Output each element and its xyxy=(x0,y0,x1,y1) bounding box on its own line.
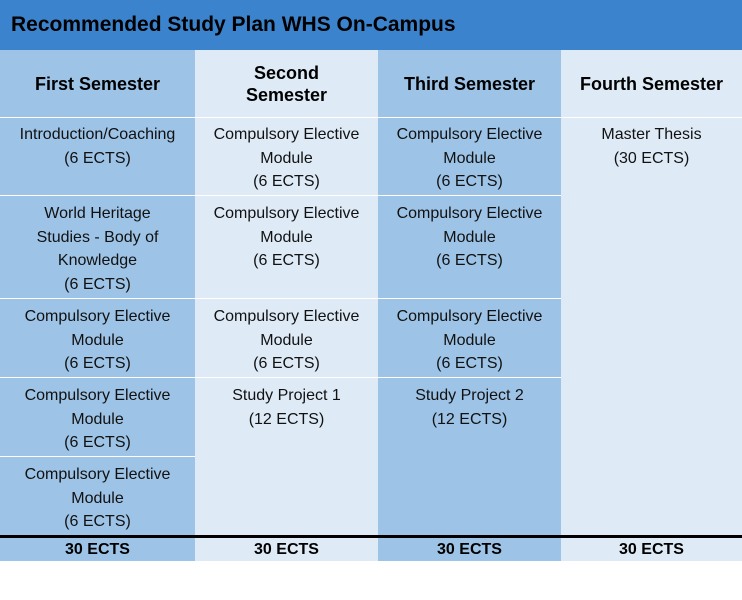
module-name: Study Project 2 xyxy=(415,387,524,404)
module-credits: (12 ECTS) xyxy=(248,410,325,428)
module-credits: (6 ECTS) xyxy=(64,513,131,530)
module-name: Module xyxy=(443,228,496,246)
module-cell xyxy=(195,378,378,536)
module-name: Module xyxy=(71,331,124,349)
module-name: Studies - Body of xyxy=(36,228,159,246)
module-name: Compulsory Elective xyxy=(24,466,171,483)
module-name: Compulsory Elective xyxy=(396,308,543,325)
total-first-semester: 30 ECTS xyxy=(0,538,195,561)
module-credits: (6 ECTS) xyxy=(436,252,503,269)
module-name: Compulsory Elective xyxy=(396,205,543,222)
module-credits: (6 ECTS) xyxy=(64,355,131,372)
module-credits: (6 ECTS) xyxy=(253,252,320,269)
total-third-semester: 30 ECTS xyxy=(378,538,561,561)
module-name: Module xyxy=(443,149,496,167)
total-fourth-semester: 30 ECTS xyxy=(561,538,742,561)
module-name: Module xyxy=(443,331,496,349)
module-name: Compulsory Elective xyxy=(213,205,360,222)
module-cell xyxy=(378,299,561,378)
module-name: Module xyxy=(260,331,313,349)
heading-line: First Semester xyxy=(34,73,161,94)
heading-line: Third Semester xyxy=(403,73,536,94)
module-name: Module xyxy=(260,228,313,246)
module-cell xyxy=(561,117,742,536)
module-cell xyxy=(378,196,561,299)
module-name: Compulsory Elective xyxy=(213,308,360,325)
heading-line: Fourth Semester xyxy=(579,73,724,94)
module-cell xyxy=(378,117,561,196)
total-second-semester: 30 ECTS xyxy=(195,538,378,561)
module-name: Compulsory Elective xyxy=(24,387,171,404)
heading-line: Second xyxy=(253,62,319,83)
module-cell xyxy=(0,299,195,378)
module-name: Compulsory Elective xyxy=(213,126,360,143)
column-second-semester xyxy=(195,50,378,536)
module-name: Compulsory Elective xyxy=(24,308,171,325)
module-name: Module xyxy=(71,410,124,428)
module-credits: (12 ECTS) xyxy=(431,410,508,428)
heading-line: Semester xyxy=(245,84,328,105)
totals-row xyxy=(0,538,742,561)
module-name: Module xyxy=(260,149,313,167)
plan-title: Recommended Study Plan WHS On-Campus xyxy=(0,0,742,50)
module-name: Knowledge xyxy=(57,252,138,269)
module-cell xyxy=(195,299,378,378)
module-name: Compulsory Elective xyxy=(396,126,543,143)
module-name: World Heritage xyxy=(44,205,151,222)
heading-third-semester xyxy=(378,50,561,118)
module-credits: (6 ECTS) xyxy=(64,434,131,451)
module-credits: (6 ECTS) xyxy=(64,149,131,167)
heading-second-semester xyxy=(195,50,378,118)
module-credits: (6 ECTS) xyxy=(64,275,131,293)
column-first-semester xyxy=(0,50,195,536)
module-cell xyxy=(0,196,195,299)
module-cell xyxy=(195,196,378,299)
module-cell xyxy=(195,117,378,196)
module-credits: (6 ECTS) xyxy=(436,355,503,372)
module-credits: (6 ECTS) xyxy=(253,173,320,190)
module-cell xyxy=(0,457,195,536)
module-name: Master Thesis xyxy=(601,126,702,143)
module-credits: (6 ECTS) xyxy=(253,355,320,372)
module-cell xyxy=(0,378,195,457)
module-cell xyxy=(378,378,561,536)
module-name: Module xyxy=(71,489,124,507)
module-credits: (30 ECTS) xyxy=(613,149,690,167)
module-name: Study Project 1 xyxy=(232,387,341,404)
module-cell xyxy=(0,117,195,196)
module-credits: (6 ECTS) xyxy=(436,173,503,190)
column-fourth-semester xyxy=(561,50,742,536)
heading-first-semester xyxy=(0,50,195,118)
module-name: Introduction/Coaching xyxy=(19,126,176,143)
heading-fourth-semester xyxy=(561,50,742,118)
column-third-semester xyxy=(378,50,561,536)
